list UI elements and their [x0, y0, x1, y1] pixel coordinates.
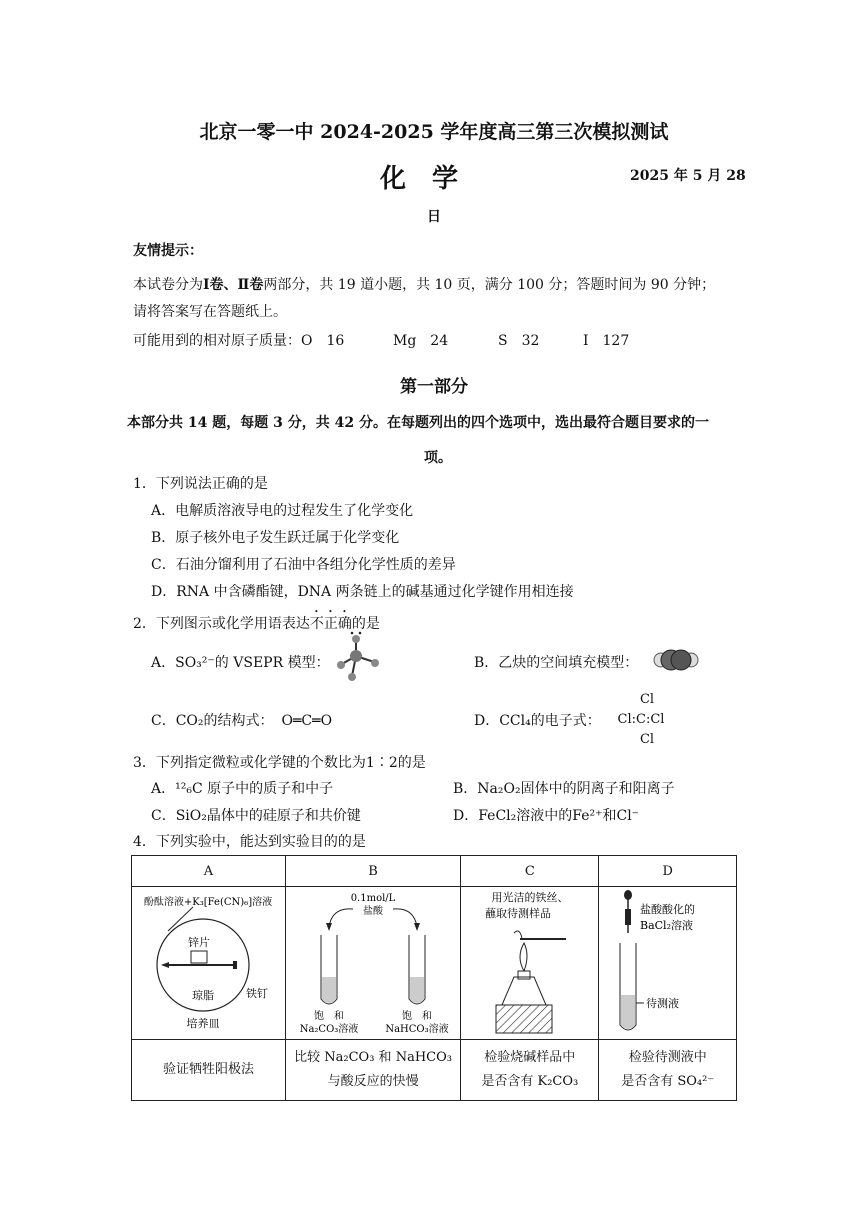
fig-a-nail-label: 铁钉	[246, 987, 269, 1000]
fig-b-right-label-1: 饱 和	[402, 1011, 433, 1022]
q1-stem: 1．下列说法正确的是	[133, 476, 268, 492]
figure-d-cell	[599, 887, 737, 1040]
exam-title: 北京一零一中 2024-2025 学年度高三第三次模拟测试	[199, 121, 669, 143]
q3-option-c: C．SiO₂晶体中的硅原子和共价键	[151, 808, 361, 824]
ccl4-electron-formula	[617, 690, 669, 750]
part-one-instructions-end: 项。	[424, 450, 452, 466]
caption-c-line-1: 检验烧碱样品中	[484, 1050, 576, 1065]
table-header-c: C	[461, 856, 599, 887]
fig-b-left-label-2: Na₂CO₃溶液	[299, 1024, 359, 1035]
mass-mg: Mg 24	[393, 333, 449, 349]
acetylene-model-icon	[653, 647, 699, 673]
caption-c	[461, 1040, 599, 1101]
tips-line-1	[133, 274, 715, 294]
fig-c-label-2: 蘸取待测样品	[484, 907, 551, 920]
fig-b-right-label-2: NaHCO₃溶液	[385, 1024, 449, 1035]
caption-b-line-1: 比较 Na₂CO₃ 和 NaHCO₃	[294, 1050, 452, 1065]
figure-b-cell	[285, 887, 460, 1040]
figure-c-cell	[461, 887, 599, 1040]
table-header-a: A	[132, 856, 286, 887]
tips-heading: 友情提示：	[133, 243, 203, 259]
tips-volumes: Ⅰ卷、Ⅱ卷	[203, 277, 264, 293]
tips-text-rest: 两部分，共 19 道小题，共 10 页，满分 100 分；答题时间为 90 分钟；	[263, 277, 716, 293]
fig-b-left-label-1: 饱 和	[314, 1011, 345, 1022]
q4-stem: 4．下列实验中，能达到实验目的的是	[133, 834, 366, 850]
experiment-table	[131, 855, 737, 1101]
figure-a-cell	[132, 887, 286, 1040]
q2-emphasis: 不正确	[309, 616, 352, 632]
q3-option-d: D．FeCl₂溶液中的Fe²⁺和Cl⁻	[453, 808, 640, 824]
ccl4-bottom-cl: Cl	[639, 732, 655, 747]
tips-text: 本试卷分为	[133, 277, 203, 293]
ccl4-top-cl: Cl	[639, 692, 655, 707]
ccl4-middle: Cl:C:Cl	[617, 712, 665, 727]
vsepr-model-icon	[332, 630, 388, 686]
carbonate-reaction-diagram	[287, 887, 459, 1035]
caption-a-line: 验证牺牲阳极法	[162, 1062, 254, 1077]
mass-i: I 127	[583, 333, 630, 349]
fig-d-liquid-label: 待测液	[645, 997, 679, 1010]
q2-stem-text: 2．下列图示或化学用语表达	[133, 616, 310, 632]
fig-b-concentration: 0.1mol/L	[350, 893, 396, 904]
table-header-b: B	[285, 856, 460, 887]
sulfate-test-diagram	[600, 887, 736, 1035]
atomic-mass-line	[133, 330, 629, 350]
caption-d-line-2: 是否含有 SO₄²⁻	[621, 1074, 715, 1089]
fig-c-label-1: 用光洁的铁丝、	[491, 891, 569, 904]
mass-s: S 32	[498, 333, 540, 349]
atomic-mass-label: 可能用到的相对原子质量：	[133, 333, 301, 349]
exam-date-continued: 日	[427, 209, 441, 225]
caption-d	[599, 1040, 737, 1101]
caption-c-line-2: 是否含有 K₂CO₃	[481, 1074, 579, 1089]
fig-a-agar-label: 琼脂	[192, 989, 215, 1002]
q1-option-a: A．电解质溶液导电的过程发生了化学变化	[151, 503, 414, 519]
caption-b	[285, 1040, 460, 1101]
fig-a-dish-label: 培养皿	[186, 1017, 220, 1030]
tips-line-2: 请将答案写在答题纸上。	[133, 304, 287, 320]
caption-b-line-2: 与酸反应的快慢	[327, 1074, 419, 1089]
flame-test-diagram	[462, 887, 598, 1035]
q3-stem: 3．下列指定微粒或化学键的个数比为1∶2的是	[133, 755, 426, 771]
fig-d-label-1: 盐酸酸化的	[639, 903, 695, 916]
q2-option-b: B．乙炔的空间填充模型：	[474, 655, 639, 671]
q1-option-d: D．RNA 中含磷酯键，DNA 两条链上的碱基通过化学键作用相连接	[151, 584, 574, 600]
q2-option-c-label: C．CO₂的结构式：	[151, 713, 274, 729]
q3-option-a: A．¹²₆C 原子中的质子和中子	[151, 781, 334, 797]
q2-option-d: D．CCl₄的电子式：	[474, 713, 601, 729]
caption-d-line-1: 检验待测液中	[628, 1050, 707, 1065]
subject-title: 化学	[380, 164, 485, 194]
q3-option-b: B．Na₂O₂固体中的阴离子和阳离子	[453, 781, 675, 797]
q2-option-a: A．SO₃²⁻的 VSEPR 模型：	[151, 655, 330, 671]
part-one-title: 第一部分	[400, 377, 468, 397]
co2-structure: O═C═O	[281, 713, 333, 729]
fig-d-label-2: BaCl₂溶液	[639, 919, 693, 932]
q1-option-b: B．原子核外电子发生跃迁属于化学变化	[151, 530, 400, 546]
table-header-d: D	[599, 856, 737, 887]
fig-a-zinc-label: 锌片	[188, 936, 211, 949]
caption-a	[132, 1040, 286, 1101]
part-one-instructions: 本部分共 14 题，每题 3 分，共 42 分。在每题列出的四个选项中，选出最符合题目要求的一	[127, 415, 709, 431]
sacrificial-anode-diagram	[133, 887, 283, 1035]
q2-stem-end: 的是	[351, 616, 380, 632]
fig-a-solution-label: 酚酞溶液+K₃[Fe(CN)₆]溶液	[144, 897, 273, 908]
exam-date: 2025 年 5 月 28	[630, 168, 746, 184]
fig-b-acid-label: 盐酸	[363, 906, 384, 917]
q1-option-c: C．石油分馏利用了石油中各组分化学性质的差异	[151, 557, 456, 573]
q2-option-c	[151, 710, 332, 730]
mass-o: O 16	[301, 333, 345, 349]
